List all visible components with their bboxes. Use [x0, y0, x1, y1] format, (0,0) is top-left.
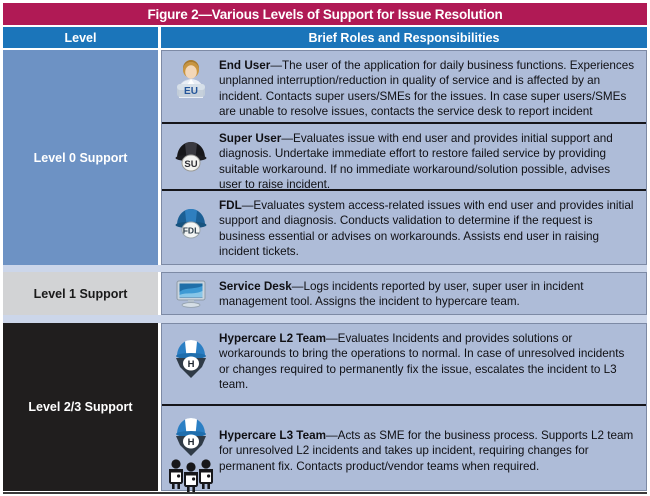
row-description — [219, 191, 646, 266]
role-name: Hypercare L2 Team — [219, 332, 326, 345]
group-level-2-3 — [3, 323, 647, 491]
role-dash: — — [325, 332, 338, 345]
icon-badge-text: H — [187, 359, 194, 370]
rows-container-0 — [161, 50, 647, 265]
row-description — [219, 124, 646, 199]
hypercare-helmet-icon — [170, 334, 212, 380]
role-text: Evaluates Incidents and provides solutions or workarounds to bring the operations to normal. In case of unresolved incidents or changes required to permanently fix the issue, escalates the incident to L3 team. — [219, 332, 625, 392]
group-level-1 — [3, 272, 647, 315]
level-label-1: Level 1 Support — [3, 272, 158, 315]
role-name: Hypercare L3 Team — [219, 429, 326, 442]
rows-container-2 — [161, 323, 647, 491]
blue-hardhat-icon — [171, 199, 211, 241]
row-description — [219, 51, 646, 126]
role-text: Acts as SME for the business process. Supports L2 team for unresolved L2 incidents and takes up incident, requiring changes for permanent fix. Contacts product/vendor teams when required. — [219, 429, 634, 473]
icon-badge-text: EU — [183, 86, 198, 97]
hypercare-team-icon — [166, 412, 216, 492]
role-text: The user of the application for daily business functions. Experiences unplanned interruption/reduction in quality of service and is affected by an incident. Contacts super users/SMEs for the issues. In case super users/SMEs are unable to resolve issues, contacts the service desk to report incident — [219, 59, 635, 119]
table-row — [162, 122, 646, 192]
icon-cell — [162, 324, 219, 380]
column-header-level: Level — [3, 27, 158, 48]
rows-container-1 — [161, 272, 647, 315]
icon-cell — [162, 51, 219, 101]
icon-cell — [162, 273, 219, 310]
level-label-2: Level 2/3 Support — [3, 323, 158, 491]
group-spacer — [3, 265, 647, 272]
table-row — [162, 324, 646, 404]
table-row — [162, 189, 646, 262]
role-dash: — — [241, 199, 254, 212]
role-name: Service Desk — [219, 280, 292, 293]
end-user-avatar-icon — [171, 59, 211, 101]
role-dash: — — [270, 59, 282, 72]
group-level-0 — [3, 50, 647, 265]
role-dash: — — [291, 280, 304, 293]
svg-text:H: H — [187, 437, 194, 448]
black-hardhat-icon — [171, 132, 211, 174]
table-row — [162, 404, 646, 490]
role-name: FDL — [219, 199, 242, 212]
row-description — [219, 406, 646, 480]
table-header-row — [3, 27, 647, 48]
icon-cell — [162, 406, 219, 492]
role-name: End User — [219, 59, 271, 72]
group-spacer — [3, 315, 647, 323]
figure-title: Figure 2—Various Levels of Support for Issue Resolution — [3, 3, 647, 25]
role-dash: — — [325, 429, 338, 442]
table-row — [162, 51, 646, 122]
role-dash: — — [281, 132, 294, 145]
bottom-rule — [3, 492, 647, 494]
icon-cell — [162, 191, 219, 241]
table-row — [162, 273, 646, 314]
monitor-icon — [174, 278, 208, 310]
role-name: Super User — [219, 132, 282, 145]
icon-badge-text: SU — [183, 159, 198, 170]
role-text: Evaluates issue with end user and provides initial support and diagnosis. Undertake immediate effort to restore failed service by providing suitable workaround. If no immediate workaround/solution possible, advises user to raise incident. — [219, 132, 613, 192]
column-header-brief: Brief Roles and Responsibilities — [161, 27, 647, 48]
row-description — [219, 324, 646, 399]
row-description — [219, 273, 646, 316]
icon-cell — [162, 124, 219, 174]
level-label-0: Level 0 Support — [3, 50, 158, 265]
role-text: Logs incidents reported by user, super user in incident management tool. Assigns the incident to hypercare team. — [219, 280, 584, 309]
role-text: Evaluates system access-related issues with end user and provides initial support and diagnosis. Conducts validation to determine if the request is business essential or advises on workarounds. Assists end user in raising incident tickets. — [219, 199, 634, 259]
icon-badge-text: FDL — [182, 225, 199, 236]
